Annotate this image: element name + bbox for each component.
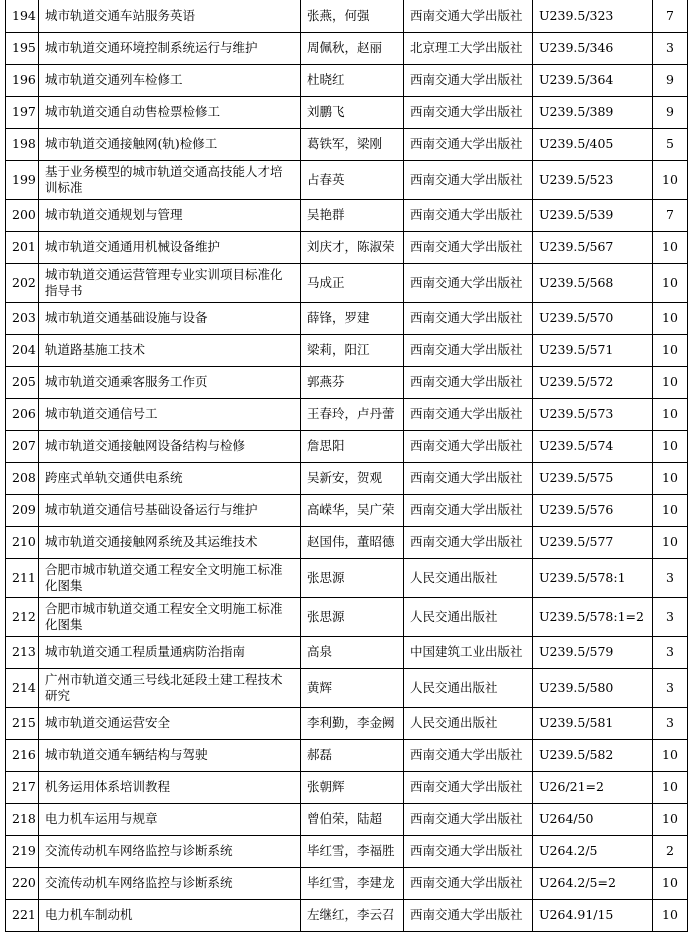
book-authors: 毕红雪，李福胜 [301, 835, 404, 867]
table-row [6, 263, 688, 302]
book-publisher: 西南交通大学出版社 [404, 398, 533, 430]
call-number: U239.5/570 [533, 302, 653, 334]
copy-count: 10 [653, 803, 688, 835]
copy-count: 10 [653, 739, 688, 771]
book-title: 广州市轨道交通三号线北延段土建工程技术研究 [39, 668, 301, 707]
call-number: U239.5/364 [533, 64, 653, 96]
copy-count: 3 [653, 668, 688, 707]
book-title: 电力机车制动机 [39, 899, 301, 931]
row-number: 201 [6, 231, 39, 263]
row-number: 220 [6, 867, 39, 899]
book-title: 城市轨道交通接触网设备结构与检修 [39, 430, 301, 462]
table-row [6, 199, 688, 231]
copy-count: 5 [653, 128, 688, 160]
copy-count: 3 [653, 636, 688, 668]
book-publisher: 西南交通大学出版社 [404, 263, 533, 302]
book-publisher: 西南交通大学出版社 [404, 302, 533, 334]
call-number: U264.2/5=2 [533, 867, 653, 899]
table-row [6, 899, 688, 931]
book-publisher: 西南交通大学出版社 [404, 771, 533, 803]
book-title: 城市轨道交通自动售检票检修工 [39, 96, 301, 128]
table-row [6, 494, 688, 526]
book-publisher: 西南交通大学出版社 [404, 430, 533, 462]
book-publisher: 西南交通大学出版社 [404, 526, 533, 558]
table-row [6, 0, 688, 32]
book-title: 轨道路基施工技术 [39, 334, 301, 366]
copy-count: 2 [653, 835, 688, 867]
table-row [6, 334, 688, 366]
book-publisher: 西南交通大学出版社 [404, 803, 533, 835]
row-number: 213 [6, 636, 39, 668]
book-title: 城市轨道交通乘客服务工作页 [39, 366, 301, 398]
book-authors: 杜晓红 [301, 64, 404, 96]
call-number: U239.5/405 [533, 128, 653, 160]
row-number: 207 [6, 430, 39, 462]
row-number: 217 [6, 771, 39, 803]
row-number: 221 [6, 899, 39, 931]
copy-count: 10 [653, 302, 688, 334]
table-row [6, 803, 688, 835]
book-authors: 周佩秋，赵丽 [301, 32, 404, 64]
row-number: 209 [6, 494, 39, 526]
table-row [6, 707, 688, 739]
book-title: 城市轨道交通列车检修工 [39, 64, 301, 96]
copy-count: 10 [653, 771, 688, 803]
book-title: 基于业务模型的城市轨道交通高技能人才培训标准 [39, 160, 301, 199]
copy-count: 10 [653, 462, 688, 494]
row-number: 205 [6, 366, 39, 398]
book-authors: 马成正 [301, 263, 404, 302]
row-number: 194 [6, 0, 39, 32]
book-publisher: 北京理工大学出版社 [404, 32, 533, 64]
call-number: U239.5/576 [533, 494, 653, 526]
book-publisher: 西南交通大学出版社 [404, 462, 533, 494]
table-row [6, 64, 688, 96]
call-number: U264.2/5 [533, 835, 653, 867]
copy-count: 7 [653, 199, 688, 231]
book-title: 城市轨道交通车辆结构与驾驶 [39, 739, 301, 771]
book-authors: 梁莉，阳江 [301, 334, 404, 366]
table-row [6, 366, 688, 398]
book-title: 城市轨道交通车站服务英语 [39, 0, 301, 32]
row-number: 211 [6, 558, 39, 597]
table-row [6, 231, 688, 263]
book-list-table [5, 0, 688, 932]
book-title: 城市轨道交通信号工 [39, 398, 301, 430]
book-publisher: 西南交通大学出版社 [404, 160, 533, 199]
table-row [6, 597, 688, 636]
book-publisher: 西南交通大学出版社 [404, 0, 533, 32]
book-publisher: 西南交通大学出版社 [404, 128, 533, 160]
row-number: 204 [6, 334, 39, 366]
row-number: 197 [6, 96, 39, 128]
call-number: U239.5/574 [533, 430, 653, 462]
book-authors: 张思源 [301, 558, 404, 597]
book-authors: 郭燕芬 [301, 366, 404, 398]
call-number: U239.5/577 [533, 526, 653, 558]
book-authors: 刘庆才，陈淑荣 [301, 231, 404, 263]
call-number: U239.5/579 [533, 636, 653, 668]
table-row [6, 558, 688, 597]
book-publisher: 西南交通大学出版社 [404, 96, 533, 128]
book-authors: 左继红，李云召 [301, 899, 404, 931]
table-row [6, 636, 688, 668]
book-title: 城市轨道交通工程质量通病防治指南 [39, 636, 301, 668]
book-title: 机务运用体系培训教程 [39, 771, 301, 803]
book-authors: 薛锋，罗建 [301, 302, 404, 334]
call-number: U239.5/578:1 [533, 558, 653, 597]
book-authors: 葛铁军，梁刚 [301, 128, 404, 160]
table-row [6, 771, 688, 803]
table-row [6, 835, 688, 867]
row-number: 210 [6, 526, 39, 558]
book-publisher: 人民交通出版社 [404, 597, 533, 636]
book-authors: 占春英 [301, 160, 404, 199]
book-authors: 王春玲，卢丹蕾 [301, 398, 404, 430]
copy-count: 10 [653, 398, 688, 430]
book-title: 电力机车运用与规章 [39, 803, 301, 835]
call-number: U239.5/568 [533, 263, 653, 302]
book-authors: 曾伯荣，陆超 [301, 803, 404, 835]
table-row [6, 668, 688, 707]
table-row [6, 160, 688, 199]
book-title: 城市轨道交通接触网(轨)检修工 [39, 128, 301, 160]
call-number: U239.5/578:1=2 [533, 597, 653, 636]
book-publisher: 西南交通大学出版社 [404, 739, 533, 771]
book-publisher: 西南交通大学出版社 [404, 494, 533, 526]
call-number: U239.5/572 [533, 366, 653, 398]
book-title: 城市轨道交通基础设施与设备 [39, 302, 301, 334]
call-number: U26/21=2 [533, 771, 653, 803]
row-number: 199 [6, 160, 39, 199]
copy-count: 10 [653, 430, 688, 462]
row-number: 218 [6, 803, 39, 835]
book-list-body [6, 0, 688, 931]
book-publisher: 中国建筑工业出版社 [404, 636, 533, 668]
book-title: 城市轨道交通信号基础设备运行与维护 [39, 494, 301, 526]
call-number: U239.5/571 [533, 334, 653, 366]
copy-count: 9 [653, 64, 688, 96]
call-number: U239.5/523 [533, 160, 653, 199]
book-authors: 高嵘华，吴广荣 [301, 494, 404, 526]
book-title: 跨座式单轨交通供电系统 [39, 462, 301, 494]
table-row [6, 430, 688, 462]
row-number: 214 [6, 668, 39, 707]
book-publisher: 西南交通大学出版社 [404, 334, 533, 366]
row-number: 219 [6, 835, 39, 867]
table-row [6, 96, 688, 128]
book-authors: 张燕，何强 [301, 0, 404, 32]
book-title: 城市轨道交通环境控制系统运行与维护 [39, 32, 301, 64]
copy-count: 10 [653, 526, 688, 558]
call-number: U264/50 [533, 803, 653, 835]
book-publisher: 西南交通大学出版社 [404, 835, 533, 867]
copy-count: 10 [653, 366, 688, 398]
book-publisher: 人民交通出版社 [404, 668, 533, 707]
row-number: 200 [6, 199, 39, 231]
copy-count: 10 [653, 899, 688, 931]
copy-count: 10 [653, 160, 688, 199]
book-authors: 詹思阳 [301, 430, 404, 462]
row-number: 203 [6, 302, 39, 334]
book-publisher: 西南交通大学出版社 [404, 899, 533, 931]
copy-count: 10 [653, 867, 688, 899]
book-authors: 张朝辉 [301, 771, 404, 803]
row-number: 212 [6, 597, 39, 636]
book-title: 交流传动机车网络监控与诊断系统 [39, 835, 301, 867]
table-row [6, 32, 688, 64]
book-authors: 张思源 [301, 597, 404, 636]
call-number: U239.5/573 [533, 398, 653, 430]
book-title: 城市轨道交通规划与管理 [39, 199, 301, 231]
call-number: U239.5/346 [533, 32, 653, 64]
call-number: U239.5/323 [533, 0, 653, 32]
call-number: U239.5/580 [533, 668, 653, 707]
table-row [6, 398, 688, 430]
book-title: 城市轨道交通接触网系统及其运维技术 [39, 526, 301, 558]
table-row [6, 128, 688, 160]
book-title: 城市轨道交通运营安全 [39, 707, 301, 739]
book-authors: 赵国伟，董昭德 [301, 526, 404, 558]
book-authors: 郝磊 [301, 739, 404, 771]
book-publisher: 西南交通大学出版社 [404, 366, 533, 398]
call-number: U239.5/567 [533, 231, 653, 263]
table-row [6, 867, 688, 899]
row-number: 195 [6, 32, 39, 64]
row-number: 196 [6, 64, 39, 96]
copy-count: 3 [653, 558, 688, 597]
table-row [6, 739, 688, 771]
copy-count: 10 [653, 263, 688, 302]
copy-count: 10 [653, 334, 688, 366]
book-authors: 黄辉 [301, 668, 404, 707]
row-number: 202 [6, 263, 39, 302]
book-authors: 李利勤，李金阙 [301, 707, 404, 739]
book-authors: 吴新安，贺观 [301, 462, 404, 494]
copy-count: 7 [653, 0, 688, 32]
table-row [6, 462, 688, 494]
row-number: 198 [6, 128, 39, 160]
copy-count: 10 [653, 231, 688, 263]
call-number: U264.91/15 [533, 899, 653, 931]
book-authors: 刘鹏飞 [301, 96, 404, 128]
book-authors: 吴艳群 [301, 199, 404, 231]
book-publisher: 西南交通大学出版社 [404, 867, 533, 899]
book-title: 交流传动机车网络监控与诊断系统 [39, 867, 301, 899]
book-publisher: 西南交通大学出版社 [404, 199, 533, 231]
copy-count: 3 [653, 597, 688, 636]
call-number: U239.5/539 [533, 199, 653, 231]
copy-count: 10 [653, 494, 688, 526]
row-number: 206 [6, 398, 39, 430]
book-title: 合肥市城市轨道交通工程安全文明施工标准化图集 [39, 558, 301, 597]
book-publisher: 西南交通大学出版社 [404, 64, 533, 96]
book-publisher: 人民交通出版社 [404, 558, 533, 597]
row-number: 208 [6, 462, 39, 494]
call-number: U239.5/582 [533, 739, 653, 771]
row-number: 215 [6, 707, 39, 739]
book-authors: 高泉 [301, 636, 404, 668]
call-number: U239.5/575 [533, 462, 653, 494]
row-number: 216 [6, 739, 39, 771]
book-publisher: 西南交通大学出版社 [404, 231, 533, 263]
book-authors: 毕红雪，李建龙 [301, 867, 404, 899]
copy-count: 9 [653, 96, 688, 128]
table-row [6, 302, 688, 334]
book-title: 城市轨道交通通用机械设备维护 [39, 231, 301, 263]
book-publisher: 人民交通出版社 [404, 707, 533, 739]
book-title: 城市轨道交通运营管理专业实训项目标准化指导书 [39, 263, 301, 302]
call-number: U239.5/389 [533, 96, 653, 128]
table-row [6, 526, 688, 558]
call-number: U239.5/581 [533, 707, 653, 739]
copy-count: 3 [653, 32, 688, 64]
book-title: 合肥市城市轨道交通工程安全文明施工标准化图集 [39, 597, 301, 636]
copy-count: 3 [653, 707, 688, 739]
